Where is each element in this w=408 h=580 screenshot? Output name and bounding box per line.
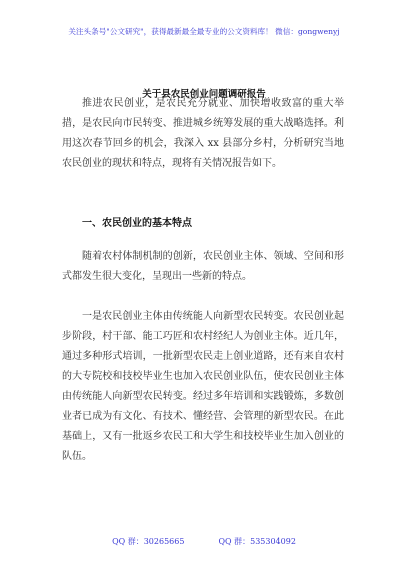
section-paragraph-2-text: 一是农民创业主体由传统能人向新型农民转变。农民创业起步阶段，村干部、能工巧匠和农村经纪人为创业主体。近几年，通过多种形式培训，一批新型农民走上创业道路，还有来自农村的大专院校和技校毕业生也加入农民创业队伍，使农民创业主体由传统能人向新型农民转变。经过多年培训和实践锻炼，多数创业者已成为有文化、有技术、懂经营、会管理的新型农民。在此基础上，又有一批返乡农民工和大学生和技校毕业生加入创业的队伍。 bbox=[62, 311, 344, 462]
section-paragraph-1-text: 随着农村体制机制的创新，农民创业主体、领域、空间和形式都发生很大变化，呈现出一些新的特点。 bbox=[62, 251, 344, 282]
section-paragraph-1 bbox=[62, 247, 344, 287]
intro-text: 推进农民创业，是农民充分就业、加快增收致富的重大举措，是农民向市民转变、推进城乡统筹发展的重大战略选择。利用这次春节回乡的机会，我深入 xx 县部分乡村，分析研究当地农民创业的现状和特点，现将有关情况报告如下。 bbox=[62, 98, 344, 169]
footer-qq-group-1: QQ 群：30265665 bbox=[112, 537, 185, 546]
intro-paragraph bbox=[62, 94, 344, 174]
footer-qq-group-2: QQ 群：535304092 bbox=[218, 537, 296, 546]
section-heading: 一、农民创业的基本特点 bbox=[82, 218, 192, 229]
footer bbox=[0, 536, 408, 547]
section-paragraph-2 bbox=[62, 307, 344, 467]
header-banner: 关注头条号"公文研究"，获得最新最全最专业的公文资料库！ 微信：gongwenyj bbox=[68, 27, 340, 36]
document-title: 关于县农民创业问题调研报告 bbox=[142, 89, 266, 100]
